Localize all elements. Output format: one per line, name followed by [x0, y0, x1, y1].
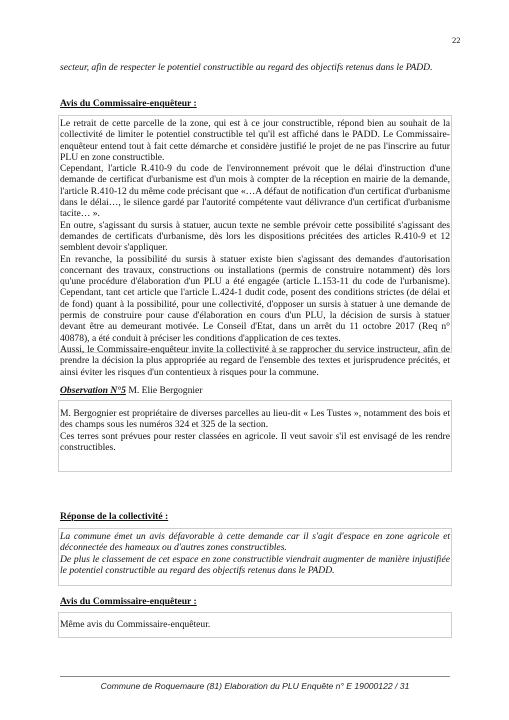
page-footer: Commune de Roquemaure (81) Elaboration du PLU Enquête n° E 19000122 / 31 [100, 681, 410, 691]
observation-name: M. Elie Bergognier [125, 385, 203, 396]
avis-paragraph: En revanche, la possibilité du sursis à statuer existe bien s'agissant des demandes d'autorisation concernant des travaux, constructions ou installations (permis de construire notamment) dès lors qu'une procédure d'élaboration d'un PLU a été engagée (article L.153-11 du code de l'urbanisme). Cependant, tant cet article que l'article L.424-1 dudit code, posent des conditions strictes (de délai et de fond) quant à la possibilité, pour une collectivité, d'opposer un sursis à statuer à une demande de permis de construire pour cause d'élaboration en cours d'un PLU, la décision de sursis à statuer devant être au demeurant motivée. Le Conseil d'Etat, dans un arrêt du 11 octobre 2017 (Req n° 40878), a été conduit à préciser les conditions d'application de ces textes. [60, 253, 450, 344]
observation-paragraph: M. Bergognier est propriétaire de diverses parcelles au lieu-dit « Les Tustes », notamment des bois et des champs sous les numéros 324 et 325 de la section. [60, 408, 450, 431]
avis-heading-2: Avis du Commissaire-enquêteur : [60, 596, 197, 607]
reponse-paragraph: De plus le classement de cet espace en zone constructible viendrait augmenter de manière injustifiée le potentiel constructible au regard des objectifs retenus dans le PADD. [60, 553, 450, 576]
avis-paragraph: Cependant, l'article R.410-9 du code de l'environnement prévoit que le délai d'instruction d'une demande de certificat d'urbanisme est d'un mois à compter de la réception en mairie de la demande, l'article R.410-12 du même code précisant que «…A défaut de notification d'un certificat d'urbanisme dans le délai…, le silence gardé par l'autorité compétente vaut délivrance d'un certificat d'urbanisme tacite… ». [60, 163, 450, 220]
avis-heading-1: Avis du Commissaire-enquêteur : [60, 98, 197, 109]
reponse-body [60, 531, 450, 576]
page-number: 22 [452, 35, 461, 45]
intro-italic-text: secteur, afin de respecter le potentiel constructible au regard des objectifs retenus dans le PADD. [60, 62, 433, 73]
observation-label: Observation N°5 [60, 385, 126, 396]
avis-body-2: Même avis du Commissaire-enquêteur. [60, 619, 211, 630]
reponse-heading: Réponse de la collectivité : [60, 511, 169, 522]
avis-paragraph: Aussi, le Commissaire-enquêteur invite la collectivité à se rapprocher du service instructeur, afin de prendre la décision la plus appropriée au regard de l'ensemble des textes et jurisprudence précités, et ainsi éviter les risques d'un contentieux à risques pour la commune. [60, 343, 450, 378]
observation-body [60, 408, 450, 453]
observation-paragraph: Ces terres sont prévues pour rester classées en agricole. Il veut savoir s'il est envisagé de les rendre constructibles. [60, 430, 450, 453]
footer-rule [60, 676, 450, 677]
avis-paragraph: En outre, s'agissant du sursis à statuer, aucun texte ne semble prévoir cette possibilité s'agissant des demandes de certificats d'urbanisme, dès lors les dispositions précitées des articles R.410-9 et 12 semblent devoir s'appliquer. [60, 219, 450, 254]
observation-heading [60, 385, 450, 396]
avis-paragraph: Le retrait de cette parcelle de la zone, qui est à ce jour constructible, répond bien au souhait de la collectivité de limiter le potentiel constructible tel qu'il est affiché dans le PADD. Le Commissaire-enquêteur entend tout à fait cette démarche et considère justifié le projet de ne pas l'inscrire au futur PLU en zone constructible. [60, 118, 450, 163]
avis-body-1 [60, 118, 450, 378]
reponse-paragraph: La commune émet un avis défavorable à cette demande car il s'agit d'espace en zone agricole et déconnectée des hameaux ou d'autres zones constructibles. [60, 531, 450, 554]
